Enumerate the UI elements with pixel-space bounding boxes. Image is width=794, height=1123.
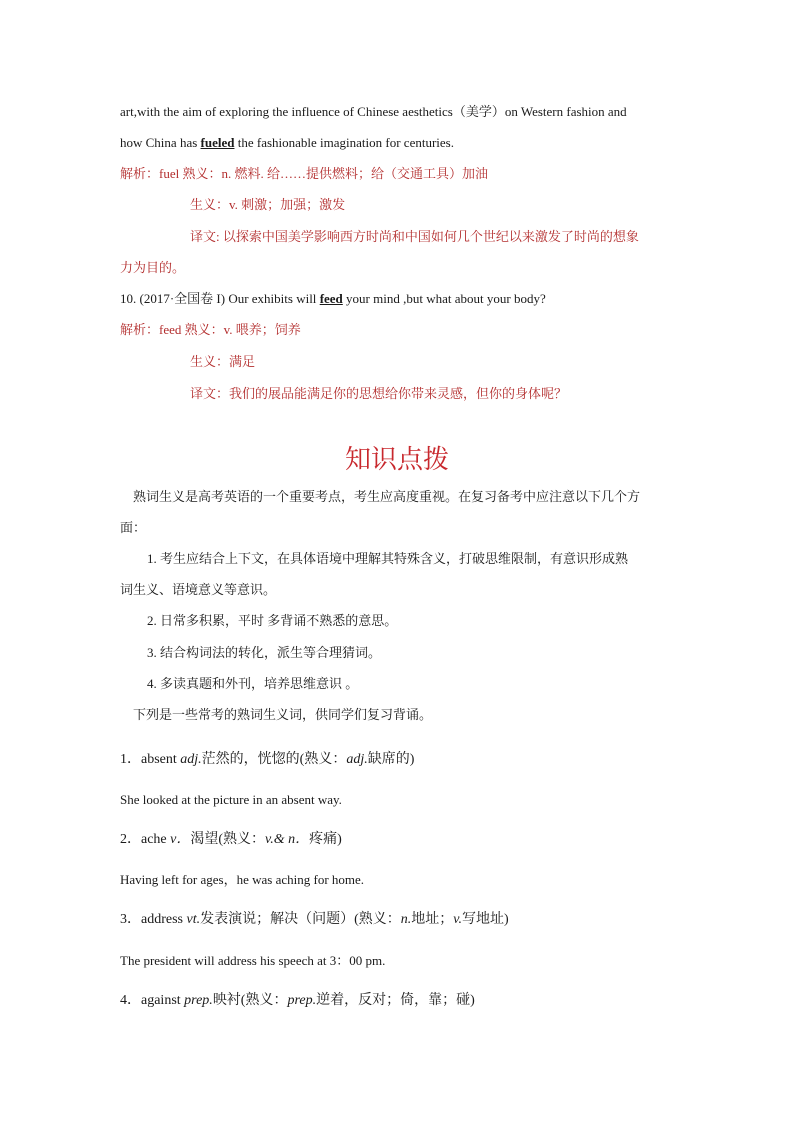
vocab-entry-ache xyxy=(120,830,342,850)
vocab-definition-familiar: 缺席的) xyxy=(367,752,415,767)
translation-fuel-2: 力为目的。 xyxy=(120,260,186,275)
vocab-pos-familiar: adj. xyxy=(346,752,368,767)
passage-line-2-pre: how China has xyxy=(120,135,201,150)
vocab-definition: 发表演说；解决（问题）(熟义： xyxy=(200,912,401,927)
passage-line-1: art,with the aim of exploring the influence of Chinese aesthetics（美学）on Western fashion and xyxy=(120,104,627,119)
tip-1-line-1: 1. 考生应结合上下文，在具体语境中理解其特殊含义，打破思维限制，有意识形成熟 xyxy=(147,551,629,566)
vocab-entry-against xyxy=(120,991,475,1011)
vocab-example-ache: Having left for ages，he was aching for home. xyxy=(120,872,365,887)
tip-1-line-2: 词生义、语境意义等意识。 xyxy=(120,582,277,597)
intro-line-1: 熟词生义是高考英语的一个重要考点，考生应高度重视。在复习备考中应注意以下几个方 xyxy=(133,489,641,504)
vocab-definition: 茫然的，恍惚的(熟义： xyxy=(201,752,347,767)
vocab-definition: 映衬(熟义： xyxy=(212,993,288,1008)
translation-feed: 译文：我们的展品能满足你的思想给你带来灵感，但你的身体呢？ xyxy=(190,386,568,401)
vocab-pos-familiar: v.& n． xyxy=(265,832,310,847)
vocab-example-address: The president will address his speech at 3：00 pm. xyxy=(120,953,386,968)
key-word-feed: feed xyxy=(319,291,343,306)
vocab-example-absent: She looked at the picture in an absent way. xyxy=(120,792,342,807)
vocab-pos-familiar-2: v. xyxy=(453,912,462,927)
section-title: 知识点拨 xyxy=(344,445,449,474)
analysis-fuel-new: 生义：v. 刺激；加强；激发 xyxy=(190,197,346,212)
question-10-post: your mind ,but what about your body? xyxy=(342,291,546,306)
question-10-pre: 10. (2017·全国卷 I) Our exhibits will xyxy=(120,291,320,306)
passage-line-2 xyxy=(120,133,454,153)
vocab-definition-familiar: 疼痛) xyxy=(309,832,342,847)
vocab-number: 4． xyxy=(120,993,141,1008)
vocab-definition: 渴望(熟义： xyxy=(190,832,266,847)
vocab-entry-address xyxy=(120,910,509,930)
vocab-word: address xyxy=(141,912,187,927)
translation-fuel-1: 译文: 以探索中国美学影响西方时尚和中国如何几个世纪以来激发了时尚的想象 xyxy=(190,229,639,244)
tip-2: 2. 日常多积累，平时 多背诵不熟悉的意思。 xyxy=(147,613,398,628)
vocab-number: 1． xyxy=(120,752,141,767)
vocab-word: absent xyxy=(141,752,181,767)
passage-line-2-post: the fashionable imagination for centuries. xyxy=(234,135,454,150)
tip-4: 4. 多读真题和外刊，培养思维意识 。 xyxy=(147,676,359,691)
intro-line-2: 面： xyxy=(120,520,147,535)
vocab-lead: 下列是一些常考的熟词生义词，供同学们复习背诵。 xyxy=(133,707,433,722)
vocab-entry-absent xyxy=(120,750,414,770)
vocab-word: against xyxy=(141,993,185,1008)
vocab-definition-familiar-2: 写地址) xyxy=(461,912,509,927)
analysis-fuel-familiar: 解析：fuel 熟义：n. 燃料. 给……提供燃料；给（交通工具）加油 xyxy=(120,166,488,181)
analysis-feed-familiar: 解析：feed 熟义：v. 喂养；饲养 xyxy=(120,322,301,337)
question-10 xyxy=(120,289,546,309)
analysis-feed-new: 生义：满足 xyxy=(190,354,256,369)
vocab-definition-familiar: 逆着，反对；倚，靠；碰) xyxy=(316,993,475,1008)
vocab-pos: adj. xyxy=(180,752,202,767)
vocab-pos: vt. xyxy=(186,912,201,927)
vocab-number: 2． xyxy=(120,832,141,847)
vocab-pos: v． xyxy=(170,832,191,847)
key-word-fueled: fueled xyxy=(200,135,235,150)
vocab-word: ache xyxy=(141,832,171,847)
vocab-number: 3． xyxy=(120,912,141,927)
vocab-pos-familiar: n. xyxy=(400,912,412,927)
tip-3: 3. 结合构词法的转化，派生等合理猜词。 xyxy=(147,645,382,660)
vocab-definition-familiar: 地址； xyxy=(411,912,454,927)
vocab-pos: prep. xyxy=(184,993,213,1008)
vocab-pos-familiar: prep. xyxy=(287,993,317,1008)
